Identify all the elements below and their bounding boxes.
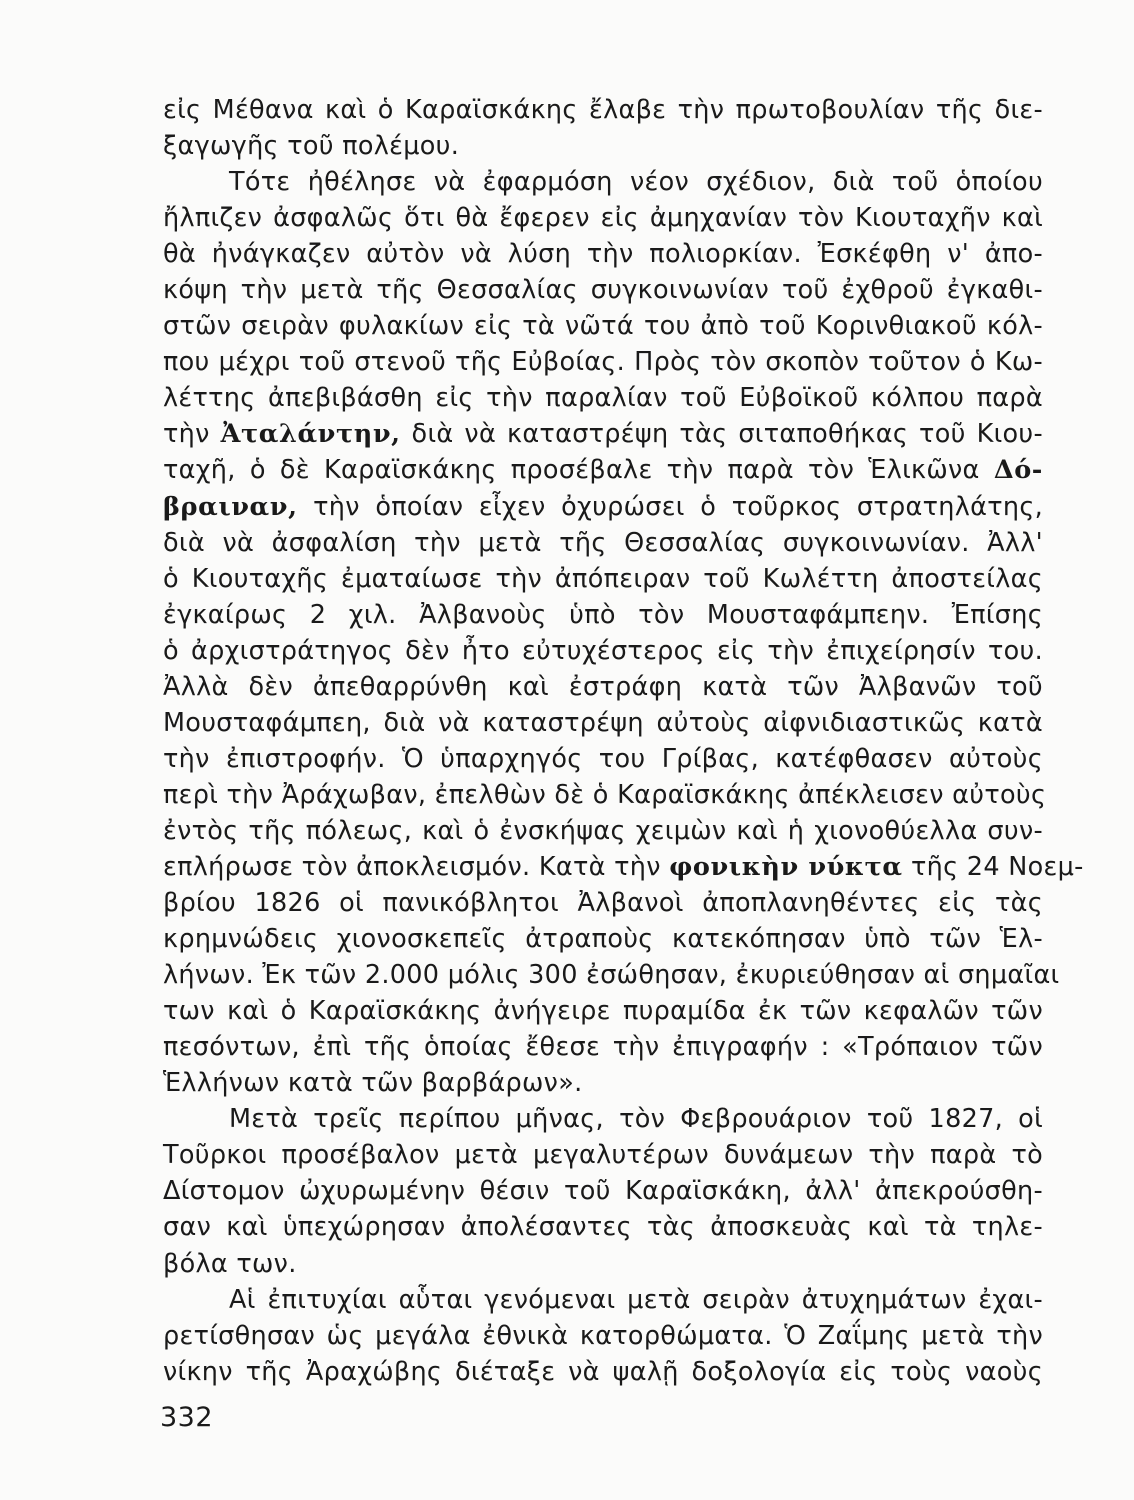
text-line: που μέχρι τοῦ στενοῦ τῆς Εὐβοίας. Πρὸς τὸν σκοπὸν τοῦτον ὁ Κω- bbox=[163, 347, 1043, 378]
text-line: Μετὰ τρεῖς περίπου μῆνας, τὸν Φεβρουάριον τοῦ 1827, οἱ bbox=[229, 1104, 1043, 1135]
text-line: Ἀλλὰ δὲν ἀπεθαρρύνθη καὶ ἐστράφη κατὰ τῶν Ἀλβανῶν τοῦ bbox=[163, 671, 1043, 702]
paragraph-1 bbox=[163, 92, 1043, 164]
text-run: τὴν bbox=[163, 419, 221, 450]
text-line: θὰ ἠνάγκαζεν αὐτὸν νὰ λύση τὴν πολιορκίαν. Ἐσκέφθη ν' ἀπο- bbox=[163, 239, 1043, 270]
text-line: ἐγκαίρως 2 χιλ. Ἀλβανοὺς ὑπὸ τὸν Μουσταφάμπεην. Ἐπίσης bbox=[163, 599, 1043, 630]
emphasized-place-name: βραιναν, bbox=[163, 491, 298, 522]
text-line: λέττης ἀπεβιβάσθη εἰς τὴν παραλίαν τοῦ Εὐβοϊκοῦ κόλπου παρὰ bbox=[163, 383, 1043, 414]
text-line: κρημνώδεις χιονοσκεπεῖς ἀτραποὺς κατεκόπησαν ὑπὸ τῶν Ἑλ- bbox=[163, 924, 1043, 955]
text-line: βρίου 1826 οἱ πανικόβλητοι Ἀλβανοὶ ἀποπλανηθέντες εἰς τὰς bbox=[163, 888, 1043, 919]
text-line bbox=[163, 452, 1043, 488]
paragraph-2 bbox=[163, 164, 1084, 1101]
text-line: Τότε ἠθέλησε νὰ ἐφαρμόση νέον σχέδιον, διὰ τοῦ ὁποίου bbox=[229, 167, 1043, 198]
text-line bbox=[163, 489, 1043, 525]
text-line: τὴν ἐπιστροφήν. Ὁ ὑπαρχηγός του Γρίβας, κατέφθασεν αὐτοὺς bbox=[163, 743, 1043, 774]
text-line: εἰς Μέθανα καὶ ὁ Καραϊσκάκης ἔλαβε τὴν πρωτοβουλίαν τῆς διε- bbox=[163, 95, 1043, 125]
text-line: ὁ ἀρχιστράτηγος δὲν ἦτο εὐτυχέστερος εἰς τὴν ἐπιχείρησίν του. bbox=[163, 635, 1043, 666]
text-line: ξαγωγῆς τοῦ πολέμου. bbox=[163, 131, 460, 162]
text-line: Τοῦρκοι προσέβαλον μετὰ μεγαλυτέρων δυνάμεων τὴν παρὰ τὸ bbox=[163, 1140, 1043, 1171]
paragraph-3 bbox=[163, 1101, 1043, 1281]
text-line: ἤλπιζεν ἀσφαλῶς ὅτι θὰ ἔφερεν εἰς ἀμηχανίαν τὸν Κιουταχῆν καὶ bbox=[163, 203, 1043, 234]
text-line: νίκην τῆς Ἀραχώβης διέταξε νὰ ψαλῇ δοξολογία εἰς τοὺς ναοὺς bbox=[163, 1356, 1043, 1387]
text-line: Μουσταφάμπεη, διὰ νὰ καταστρέψη αὐτοὺς αἰφνιδιαστικῶς κατὰ bbox=[163, 707, 1043, 738]
page-number: 332 bbox=[160, 1402, 214, 1433]
text-line bbox=[163, 416, 1043, 452]
text-run: διὰ νὰ καταστρέψη τὰς σιταποθήκας τοῦ Κιου- bbox=[400, 419, 1043, 450]
emphasized-phrase: φονικὴν νύκτα bbox=[669, 851, 903, 882]
text-line: των καὶ ὁ Καραϊσκάκης ἀνήγειρε πυραμίδα ἐκ τῶν κεφαλῶν τῶν bbox=[163, 996, 1043, 1027]
text-line: πεσόντων, ἐπὶ τῆς ὁποίας ἔθεσε τὴν ἐπιγραφήν : «Τρόπαιον τῶν bbox=[163, 1032, 1043, 1063]
text-line bbox=[163, 849, 1084, 885]
text-run: επλήρωσε τὸν ἀποκλεισμόν. Κατὰ τὴν bbox=[163, 851, 670, 882]
text-line: Αἱ ἐπιτυχίαι αὗται γενόμεναι μετὰ σειρὰν ἀτυχημάτων ἐχαι- bbox=[229, 1284, 1043, 1315]
paragraph-4 bbox=[163, 1282, 1043, 1390]
text-line: ὁ Κιουταχῆς ἐματαίωσε τὴν ἀπόπειραν τοῦ Κωλέττη ἀποστείλας bbox=[163, 563, 1043, 594]
emphasized-place-name: Ἀταλάντην, bbox=[220, 419, 401, 450]
text-line: λήνων. Ἐκ τῶν 2.000 μόλις 300 ἐσώθησαν, ἐκυριεύθησαν αἱ σημαῖαι bbox=[163, 960, 1060, 991]
text-run: τὴν ὁποίαν εἶχεν ὀχυρώσει ὁ τοῦρκος στρατηλάτης, bbox=[297, 491, 1043, 522]
text-line: στῶν σειρὰν φυλακίων εἰς τὰ νῶτά του ἀπὸ τοῦ Κορινθιακοῦ κόλ- bbox=[163, 311, 1043, 342]
emphasized-place-name: Δό- bbox=[993, 455, 1043, 486]
text-line: περὶ τὴν Ἀράχωβαν, ἐπελθὼν δὲ ὁ Καραϊσκάκης ἀπέκλεισεν αὐτοὺς bbox=[163, 779, 1047, 810]
text-line: διὰ νὰ ἀσφαλίση τὴν μετὰ τῆς Θεσσαλίας συγκοινωνίαν. Ἀλλ' bbox=[163, 527, 1043, 558]
text-line: Δίστομον ὠχυρωμένην θέσιν τοῦ Καραϊσκάκη, ἀλλ' ἀπεκρούσθη- bbox=[163, 1176, 1043, 1207]
body-text bbox=[163, 92, 1084, 1390]
text-line: ρετίσθησαν ὡς μεγάλα ἐθνικὰ κατορθώματα. Ὁ Ζαΐμης μετὰ τὴν bbox=[163, 1320, 1043, 1351]
text-line: βόλα των. bbox=[163, 1248, 297, 1279]
text-line: σαν καὶ ὑπεχώρησαν ἀπολέσαντες τὰς ἀποσκευὰς καὶ τὰ τηλε- bbox=[163, 1212, 1043, 1243]
text-line: Ἑλλήνων κατὰ τῶν βαρβάρων». bbox=[163, 1068, 583, 1099]
text-line: ἐντὸς τῆς πόλεως, καὶ ὁ ἐνσκήψας χειμὼν καὶ ἡ χιονοθύελλα συν- bbox=[163, 815, 1043, 846]
text-run: ταχῆ, ὁ δὲ Καραϊσκάκης προσέβαλε τὴν παρὰ τὸν Ἑλικῶνα bbox=[163, 455, 994, 486]
text-line: κόψη τὴν μετὰ τῆς Θεσσαλίας συγκοινωνίαν τοῦ ἐχθροῦ ἐγκαθι- bbox=[163, 275, 1043, 306]
text-run: τῆς 24 Νοεμ- bbox=[902, 851, 1084, 882]
